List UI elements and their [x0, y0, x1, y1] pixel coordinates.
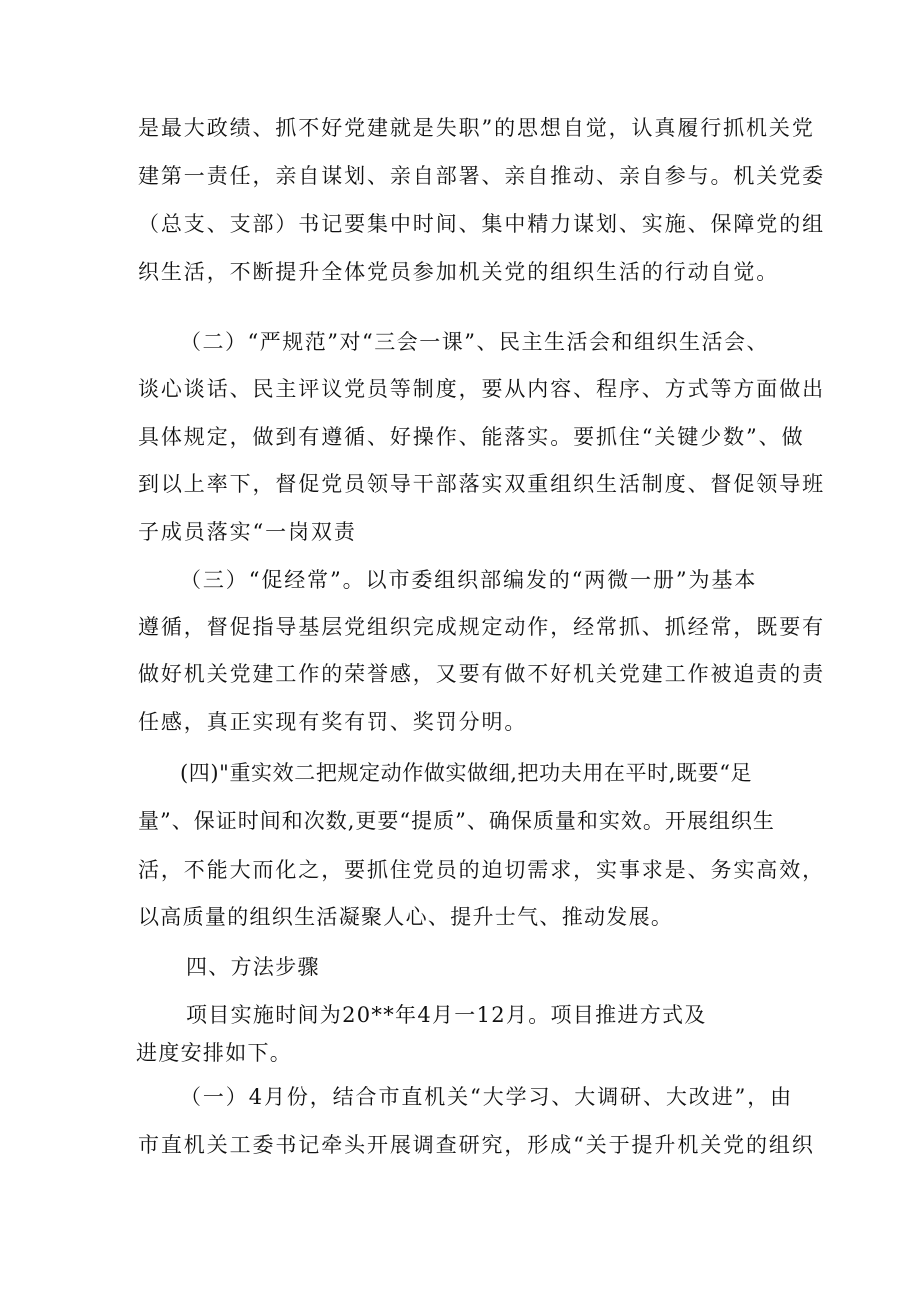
- paragraph-start-line: （三）“促经常”。以市委组织部编发的“两微一册”为基本: [180, 568, 758, 592]
- body-text-line: 遵循，督促指导基层党组织完成规定动作，经常抓、抓经常，既要有: [138, 615, 825, 639]
- body-text-line: 量”、保证时间和次数,更要“提质”、确保质量和实效。开展组织生: [138, 809, 775, 833]
- paragraph-start-line: (四)"重实效二把规定动作做实做细,把功夫用在平时,既要“足: [180, 761, 753, 785]
- body-text-line: 做好机关党建工作的荣誉感，又要有做不好机关党建工作被追责的责: [138, 662, 825, 686]
- paragraph-start-line: （一）4月份，结合市直机关“大学习、大调研、大改进”，由: [180, 1085, 794, 1109]
- body-text-line: 任感，真正实现有奖有罚、奖罚分明。: [138, 710, 528, 734]
- body-text-line: 织生活，不断提升全体党员参加机关党的组织生活的行动自觉。: [138, 260, 780, 284]
- body-text-line: 以高质量的组织生活凝聚人心、提升士气、推动发展。: [138, 905, 674, 929]
- paragraph-start-line: 项目实施时间为20**年4月一12月。项目推进方式及: [186, 1003, 707, 1027]
- body-text-line: 市直机关工委书记牵头开展调查研究，形成“关于提升机关党的组织: [138, 1133, 815, 1157]
- body-text-line: 子成员落实“一岗双责: [138, 520, 357, 544]
- body-text-line: 建第一责任，亲自谋划、亲自部署、亲自推动、亲自参与。机关党委: [138, 164, 825, 188]
- body-text-line: 是最大政绩、抓不好党建就是失职”的思想自觉，认真履行抓机关党: [138, 116, 815, 140]
- body-text-line: 谈心谈话、民主评议党员等制度，要从内容、程序、方式等方面做出: [138, 377, 825, 401]
- body-text-line: 到以上率下，督促党员领导干部落实双重组织生活制度、督促领导班: [138, 472, 825, 496]
- body-text-line: 进度安排如下。: [136, 1041, 293, 1065]
- paragraph-start-line: （二）“严规范”对“三会一课”、民主生活会和组织生活会、: [180, 330, 769, 354]
- body-text-line: （总支、支部）书记要集中时间、集中精力谋划、实施、保障党的组: [138, 212, 825, 236]
- body-text-line: 活，不能大而化之，要抓住党员的迫切需求，实事求是、务实高效，: [138, 858, 825, 882]
- section-heading: 四、方法步骤: [186, 955, 320, 979]
- body-text-line: 具体规定，做到有遵循、好操作、能落实。要抓住“关键少数”、做: [138, 425, 805, 449]
